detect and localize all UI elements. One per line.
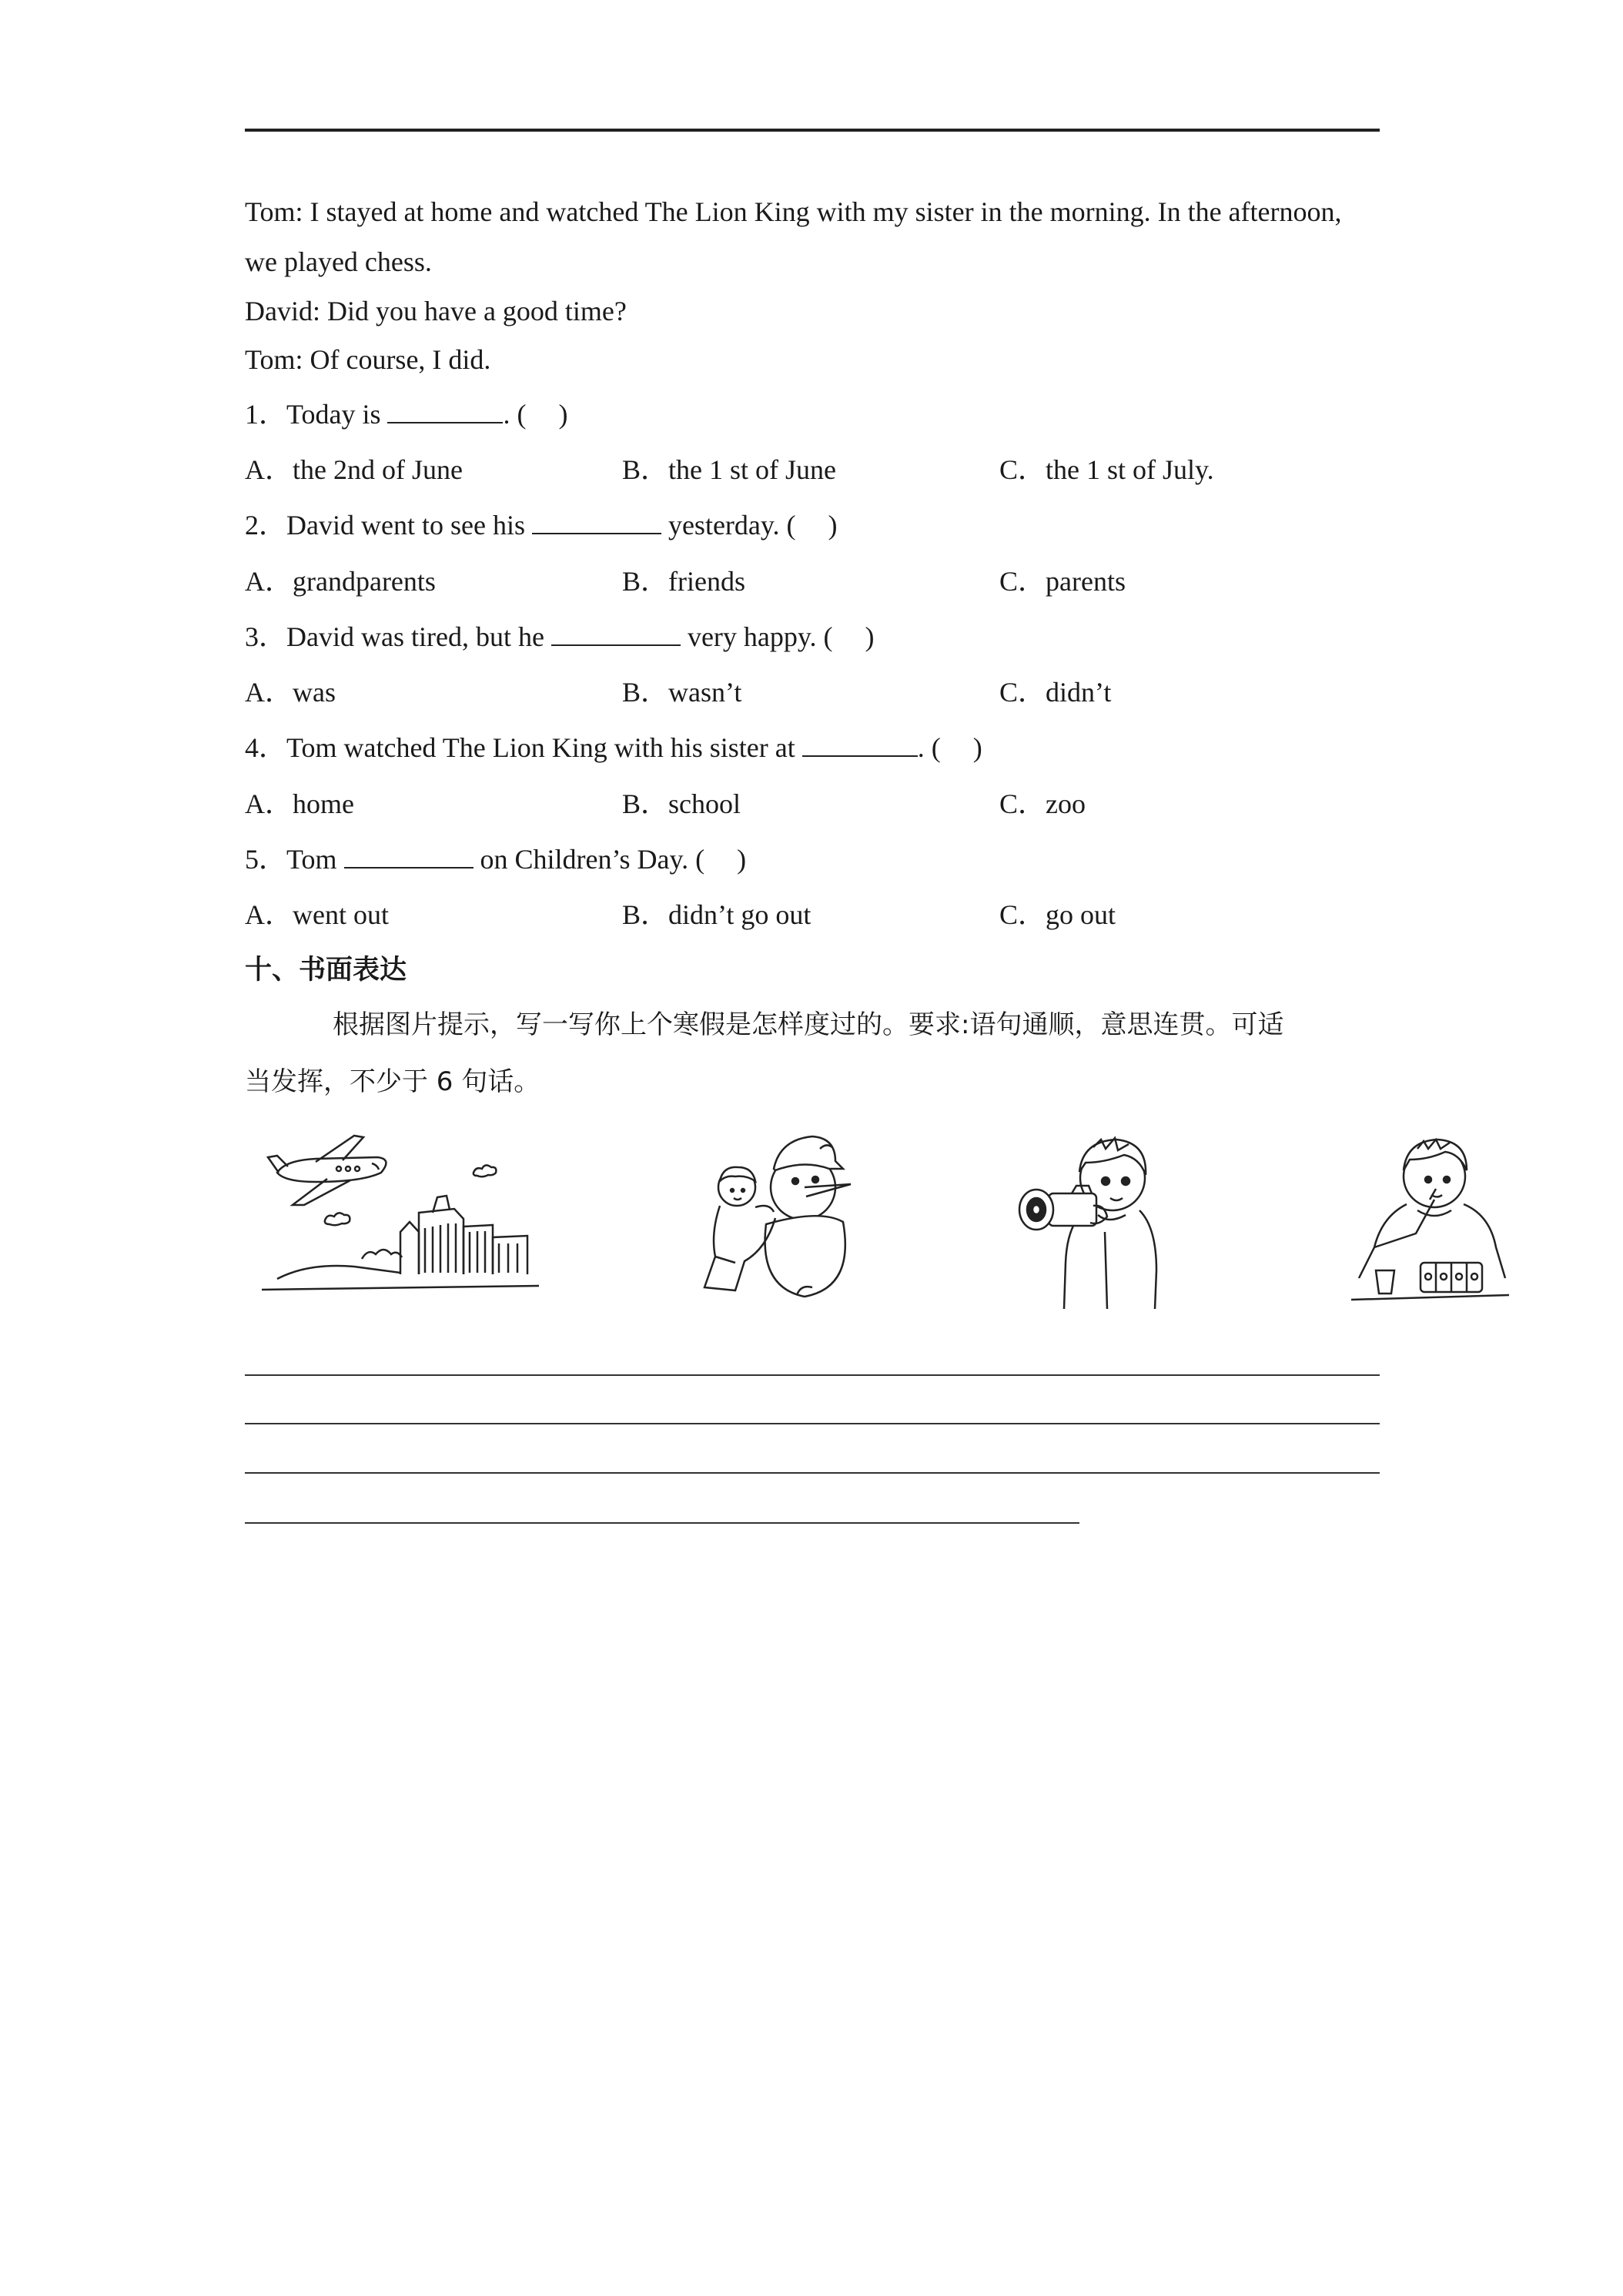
option-a[interactable]: A．went out: [245, 899, 389, 930]
option-a[interactable]: A．home: [245, 788, 354, 819]
airplane-icon: [268, 1136, 386, 1205]
option-b[interactable]: B．the 1 st of June: [622, 454, 836, 485]
answer-line-3[interactable]: [245, 1472, 1380, 1474]
answer-blank[interactable]: [344, 845, 474, 869]
option-b[interactable]: B．friends: [622, 566, 745, 597]
option-c[interactable]: C．zoo: [999, 788, 1086, 819]
dialogue-line-2: we played chess.: [245, 246, 432, 277]
option-c[interactable]: C．go out: [999, 899, 1116, 930]
answer-blank[interactable]: [802, 734, 918, 757]
answer-blank[interactable]: [551, 623, 681, 646]
answer-line-4[interactable]: [245, 1522, 1079, 1524]
dialogue-line-4: Tom: Of course, I did.: [245, 344, 491, 375]
answer-line-2[interactable]: [245, 1423, 1380, 1424]
section-title: 十、书面表达: [245, 955, 407, 986]
dialogue-line-1: Tom: I stayed at home and watched The Lion King with my sister in the morning. In the afternoon,: [245, 196, 1342, 227]
option-c[interactable]: C．parents: [999, 566, 1126, 597]
answer-blank[interactable]: [532, 511, 661, 534]
option-b[interactable]: B．didn’t go out: [622, 899, 812, 930]
question-5: 5．Tom on Children’s Day. ( ): [245, 844, 747, 875]
option-a[interactable]: A．was: [245, 677, 336, 708]
camera-picture: [1009, 1124, 1186, 1310]
food-tray-icon: [1421, 1263, 1482, 1292]
instruction-line-2: 当发挥，不少于 6 句话。: [245, 1066, 540, 1097]
option-c[interactable]: C．the 1 st of July.: [999, 454, 1214, 485]
answer-line-1[interactable]: [245, 1374, 1380, 1376]
option-b[interactable]: B．wasn’t: [622, 677, 742, 708]
option-a[interactable]: A．grandparents: [245, 566, 436, 597]
question-2: 2．David went to see his yesterday. ( ): [245, 510, 838, 541]
city-building-icon: [262, 1196, 539, 1290]
snowman-icon: [765, 1136, 851, 1297]
boy-icon: [1359, 1140, 1505, 1278]
dialogue-line-3: David: Did you have a good time?: [245, 296, 627, 326]
eating-picture: [1344, 1124, 1513, 1307]
question-4: 4．Tom watched The Lion King with his sister at . ( ): [245, 732, 982, 763]
question-3: 3．David was tired, but he very happy. ( ): [245, 621, 875, 652]
cup-icon: [1376, 1270, 1394, 1294]
option-c[interactable]: C．didn’t: [999, 677, 1112, 708]
snowman-picture: [689, 1126, 874, 1307]
instruction-line-1: 根据图片提示，写一写你上个寒假是怎样度过的。要求:语句通顺，意思连贯。可适: [333, 1009, 1284, 1040]
option-a[interactable]: A．the 2nd of June: [245, 454, 463, 485]
header-rule: [245, 129, 1380, 132]
question-1: 1．Today is . ( ): [245, 399, 568, 430]
answer-blank[interactable]: [387, 400, 503, 423]
airplane-city-picture: [262, 1128, 539, 1301]
option-b[interactable]: B．school: [622, 788, 741, 819]
